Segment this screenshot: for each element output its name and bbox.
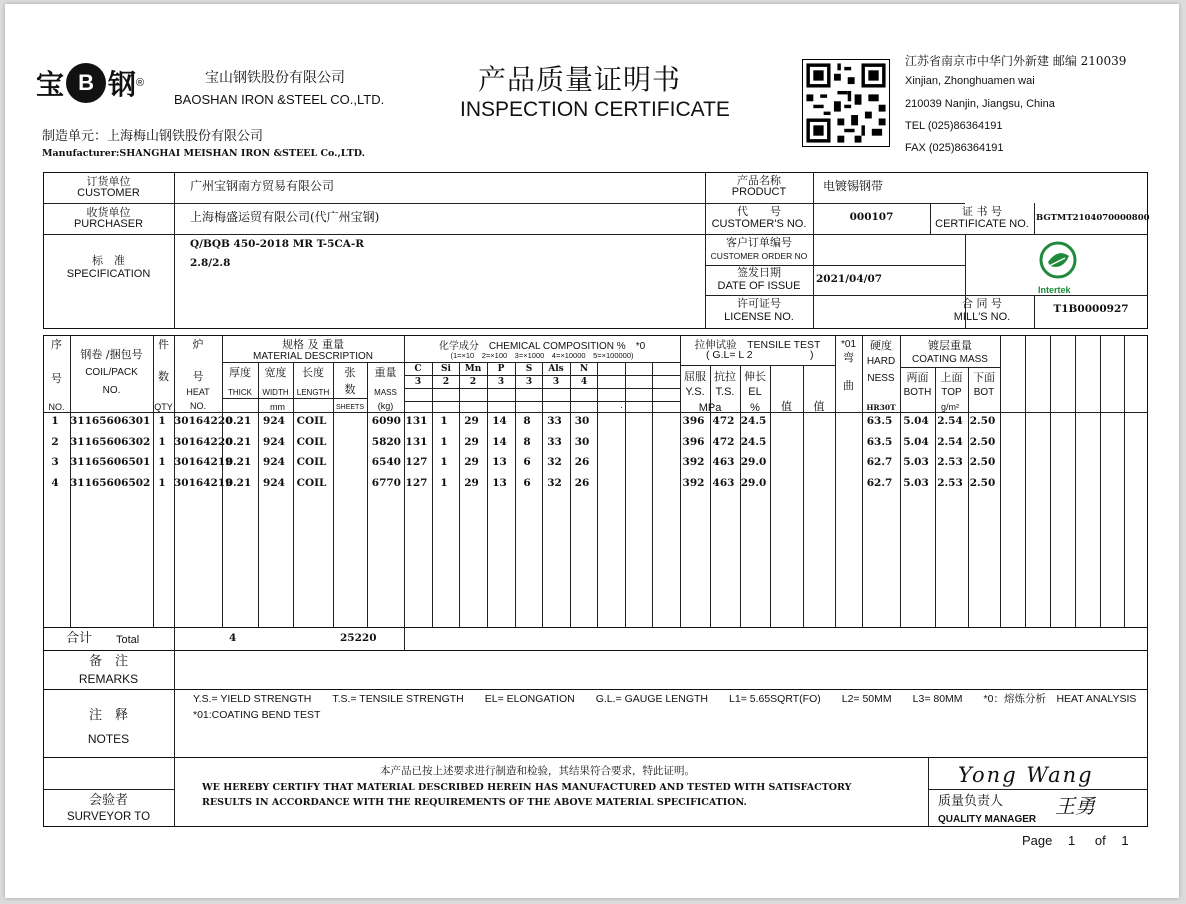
- col-hard-en-2: NESS: [867, 373, 895, 384]
- customer-no-label-en: CUSTOMER'S NO.: [711, 218, 807, 230]
- cell-mass: 5820: [371, 435, 401, 448]
- col-chem-star: *0: [635, 341, 646, 352]
- col-gm2-unit: g/m²: [941, 402, 959, 412]
- col-material-en: MATERIAL DESCRIPTION: [252, 351, 373, 362]
- cell-p: 14: [492, 415, 507, 427]
- element-als: Als: [548, 364, 564, 374]
- cell-n: 26: [574, 476, 590, 489]
- col-length-cn: 长度: [302, 366, 324, 379]
- element-scale-s: 3: [525, 377, 533, 387]
- cell-als: 33: [547, 415, 562, 427]
- cell-heat: 30164220: [174, 435, 233, 448]
- element-scale-c: 3: [414, 377, 422, 387]
- license-label-en: LICENSE NO.: [724, 311, 794, 323]
- cell-ys: 396: [682, 415, 705, 427]
- cell-p: 14: [492, 435, 507, 448]
- order-label-cn: 客户订单编号: [726, 236, 792, 249]
- col-bot-cn: 下面: [973, 371, 995, 384]
- cell-mn: 29: [464, 435, 479, 448]
- col-mass-unit: (kg): [377, 401, 394, 411]
- cell-ts: 463: [712, 456, 735, 468]
- intertek-label: Intertek: [1038, 285, 1071, 295]
- col-qty-cn-2: 数: [158, 370, 169, 383]
- col-hard-en-1: HARD: [866, 356, 896, 367]
- col-bend-1: *01: [840, 339, 856, 350]
- element-scale-n: 4: [580, 377, 588, 387]
- cell-mass: 6090: [371, 415, 401, 427]
- col-mass-en: MASS: [374, 388, 397, 397]
- address-line-2: Xinjian, Zhonghuamen wai: [905, 75, 1035, 87]
- cell-als: 32: [547, 456, 562, 468]
- cell-hard: 63.5: [866, 415, 893, 427]
- certify-cn: 本产品已按上述要求进行制造和检验，其结果符合要求，特此证明。: [380, 765, 695, 777]
- cell-heat: 30164219: [174, 456, 233, 468]
- customer-label-en: CUSTOMER: [77, 187, 140, 199]
- cell-top: 2.54: [937, 435, 963, 448]
- element-s: S: [525, 364, 533, 374]
- col-coat-cn: 镀层重量: [928, 339, 972, 352]
- page-label: Page: [1022, 833, 1053, 848]
- cell-both: 5.04: [903, 415, 929, 427]
- spec-label-cn: 标 准: [92, 254, 125, 267]
- col-chem-cn: 化学成分: [438, 341, 479, 352]
- page-number: 1: [1068, 833, 1076, 848]
- spec-value-2: 2.8/2.8: [190, 257, 231, 269]
- col-ys-cn: 屈服: [684, 370, 706, 383]
- logo-char-right: 钢: [108, 68, 137, 101]
- page-total: 1: [1121, 833, 1129, 848]
- mill-no-label-en: MILL'S NO.: [953, 311, 1011, 323]
- total-label-cn: 合计: [66, 631, 93, 646]
- element-scale-si: 2: [442, 377, 450, 387]
- cell-s: 8: [523, 415, 531, 427]
- cell-c: 127: [405, 476, 428, 489]
- cell-both: 5.03: [903, 476, 929, 489]
- col-heat-cn-1: 炉: [192, 338, 204, 351]
- cell-p: 13: [492, 456, 507, 468]
- col-sheets-cn-2: 数: [344, 383, 356, 396]
- cert-no-value: BGTMT2104070000800: [1036, 213, 1150, 223]
- col-seq-cn-2: 号: [51, 372, 62, 385]
- col-mass-cn: 重量: [374, 366, 397, 379]
- cell-hard: 63.5: [866, 435, 893, 448]
- purchaser-label-en: PURCHASER: [73, 218, 144, 230]
- cell-width: 924: [263, 476, 285, 489]
- license-label-cn: 许可证号: [737, 297, 781, 310]
- cell-el: 24.5: [740, 415, 767, 427]
- cell-no: 4: [51, 476, 59, 489]
- col-el-en: EL: [748, 386, 762, 398]
- quality-manager-signature: 王勇: [1055, 794, 1095, 818]
- col-sheets-en: SHEETS: [335, 404, 364, 411]
- cell-ts: 463: [712, 476, 735, 489]
- title-cn: 产品质量证明书: [478, 63, 682, 96]
- cell-bot: 2.50: [969, 435, 996, 448]
- element-scale-mn: 2: [469, 377, 477, 387]
- date-label-en: DATE OF ISSUE: [717, 280, 801, 292]
- element-scale-p: 3: [497, 377, 505, 387]
- cell-als: 33: [547, 435, 562, 448]
- product-label-en: PRODUCT: [731, 186, 787, 198]
- cell-s: 6: [523, 476, 531, 489]
- col-tensile-cn: 拉伸试验: [694, 339, 737, 351]
- company-name-en: BAOSHAN IRON &STEEL CO.,LTD.: [174, 92, 385, 107]
- cell-coil: 31165606302: [70, 435, 151, 448]
- col-chem-scale: (1=×10 2=×100 3=×1000 4=×10000 5=×100000): [450, 351, 634, 360]
- total-qty: 4: [229, 632, 237, 644]
- cell-mn: 29: [464, 415, 479, 427]
- col-chem-dot: ·: [620, 402, 623, 412]
- col-value-1: 值: [781, 400, 792, 413]
- col-top-en: TOP: [941, 387, 962, 398]
- customer-value: 广州宝钢南方贸易有限公司: [190, 179, 335, 193]
- col-chem-en: CHEMICAL COMPOSITION %: [488, 341, 626, 352]
- cell-qty: 1: [158, 435, 166, 448]
- remarks-label-cn: 备 注: [88, 654, 128, 669]
- cell-no: 2: [51, 435, 59, 448]
- cell-thick: 0.21: [225, 415, 252, 427]
- total-row: [43, 627, 1148, 651]
- customer-label-cn: 订货单位: [86, 175, 131, 188]
- col-gauge-length: ( G.L= L 2: [706, 349, 753, 361]
- cell-s: 8: [523, 435, 531, 448]
- title-en: INSPECTION CERTIFICATE: [460, 98, 730, 121]
- cell-bot: 2.50: [969, 476, 996, 489]
- element-n: N: [579, 364, 589, 374]
- col-gauge-length-close: ): [810, 349, 814, 361]
- col-seq-cn-1: 序: [51, 338, 62, 351]
- cell-coil: 31165606301: [70, 415, 151, 427]
- cell-ts: 472: [712, 435, 735, 448]
- logo-char-left: 宝: [36, 68, 65, 101]
- col-heat-en-2: NO.: [189, 401, 206, 411]
- col-pct-unit: %: [750, 402, 760, 414]
- col-el-cn: 伸长: [744, 370, 766, 383]
- cell-si: 1: [440, 415, 448, 427]
- cell-heat: 30164219: [174, 476, 233, 489]
- col-top-cn: 上面: [940, 371, 963, 384]
- cell-mass: 6540: [371, 456, 401, 468]
- col-qty-cn-1: 件: [158, 338, 169, 351]
- date-value: 2021/04/07: [816, 273, 883, 285]
- cell-coil: 31165606502: [70, 476, 151, 489]
- yong-wang-signature: Yong Wang: [958, 763, 1094, 787]
- col-length-en: LENGTH: [296, 388, 330, 397]
- logo-mark-icon: B: [66, 63, 106, 103]
- cell-c: 127: [405, 456, 428, 468]
- cell-p: 13: [492, 476, 507, 489]
- cell-c: 131: [405, 435, 428, 448]
- cell-bot: 2.50: [969, 415, 996, 427]
- col-material-cn: 规格 及 重量: [282, 338, 344, 351]
- cell-el: 24.5: [740, 435, 767, 448]
- cell-bot: 2.50: [969, 456, 996, 468]
- cell-thick: 0.21: [225, 435, 252, 448]
- spec-value-1: Q/BQB 450-2018 MR T-5CA-R: [190, 238, 365, 250]
- col-ts-cn: 抗拉: [714, 370, 736, 383]
- cell-qty: 1: [158, 415, 166, 427]
- cell-n: 30: [574, 415, 590, 427]
- col-sheets-cn-1: 张: [344, 366, 356, 379]
- cell-mn: 29: [464, 476, 479, 489]
- cell-hard: 62.7: [866, 456, 893, 468]
- cell-width: 924: [263, 435, 285, 448]
- cell-n: 30: [574, 435, 590, 448]
- notes-label-en: NOTES: [87, 732, 130, 746]
- col-coil-en-2: NO.: [102, 385, 121, 396]
- col-thick-en: THICK: [228, 388, 252, 397]
- cell-length: COIL: [296, 415, 327, 427]
- manufacturer-en: Manufacturer:SHANGHAI MEISHAN IRON &STEEL Co.,LTD.: [42, 148, 365, 159]
- address-line-3: 210039 Nanjin, Jiangsu, China: [905, 98, 1055, 110]
- page-of-label: of: [1094, 833, 1106, 848]
- cell-s: 6: [523, 456, 531, 468]
- cell-ys: 392: [682, 476, 705, 489]
- col-coil-cn: 钢卷 /捆包号: [80, 348, 143, 361]
- manufacturer-cn: 制造单元：上海梅山钢铁股份有限公司: [42, 129, 264, 144]
- page-indicator: [1022, 833, 1129, 848]
- baosteel-logo: [36, 60, 144, 106]
- element-p: P: [497, 364, 505, 374]
- remarks-row: [43, 650, 1148, 690]
- cert-no-label-en: CERTIFICATE NO.: [935, 218, 1029, 230]
- cell-no: 1: [51, 415, 59, 427]
- mill-no-value: T1B0000927: [1053, 303, 1129, 315]
- product-value: 电镀锡钢带: [823, 179, 884, 193]
- cell-si: 1: [440, 476, 448, 489]
- col-bend-2: 弯: [843, 351, 854, 364]
- cell-si: 1: [440, 456, 448, 468]
- cell-top: 2.53: [937, 476, 963, 489]
- cell-no: 3: [51, 456, 59, 468]
- col-thick-cn: 厚度: [229, 366, 251, 379]
- purchaser-label-cn: 收货单位: [86, 206, 131, 219]
- cell-als: 32: [547, 476, 562, 489]
- spec-label-en: SPECIFICATION: [66, 268, 151, 280]
- cell-length: COIL: [296, 456, 327, 468]
- col-qty-en: QTY: [154, 402, 173, 412]
- col-coil-en-1: COIL/PACK: [85, 367, 138, 378]
- registered-mark: ®: [136, 77, 145, 89]
- col-heat-cn-2: 号: [192, 370, 204, 383]
- cell-top: 2.54: [937, 415, 963, 427]
- notes-label-cn: 注 释: [88, 708, 128, 723]
- col-coat-en: COATING MASS: [912, 354, 988, 365]
- cell-thick: 0.21: [225, 456, 252, 468]
- col-mm-unit: mm: [270, 402, 285, 412]
- cell-width: 924: [263, 415, 285, 427]
- cell-ys: 396: [682, 435, 705, 448]
- col-hard-unit: HR30T: [866, 403, 896, 412]
- company-name-cn: 宝山钢铁股份有限公司: [205, 70, 345, 86]
- notes-line-1: Y.S.= YIELD STRENGTH T.S.= TENSILE STRENGTH EL= ELONGATION G.L.= GAUGE LENGTH L1= 5.65SQRT(FO) L2= 50MM L3= 80MM *0：熔炼分析 HEAT ANALYSIS: [193, 693, 1137, 705]
- col-mpa-unit: MPa: [698, 402, 722, 414]
- notes-line-2: *01:COATING BEND TEST: [193, 709, 321, 721]
- cell-n: 26: [574, 456, 590, 468]
- mill-no-label-cn: 合 同 号: [962, 297, 1002, 310]
- col-value-2: 值: [813, 400, 825, 413]
- col-hard-cn: 硬度: [870, 339, 892, 352]
- address-line-1: 江苏省南京市中华门外新建 邮编 210039: [905, 54, 1127, 68]
- cell-mass: 6770: [371, 476, 401, 489]
- col-width-en: WIDTH: [262, 388, 289, 397]
- col-width-cn: 宽度: [264, 366, 287, 379]
- col-bend-3: 曲: [843, 379, 854, 392]
- col-heat-en-1: HEAT: [186, 387, 210, 397]
- cell-ts: 472: [712, 415, 735, 427]
- col-tensile-en: TENSILE TEST: [747, 339, 821, 351]
- tel-line: TEL (025)86364191: [905, 120, 1003, 132]
- customer-no-label-cn: 代 号: [737, 205, 781, 218]
- total-mass: 25220: [340, 632, 377, 644]
- cell-top: 2.53: [937, 456, 963, 468]
- col-seq-en: NO.: [48, 402, 65, 412]
- col-both-en: BOTH: [903, 387, 932, 398]
- surveyor-label-en: SURVEYOR TO: [66, 811, 151, 823]
- element-c: C: [414, 364, 422, 374]
- cell-hard: 62.7: [866, 476, 893, 489]
- surveyor-label-cn: 会验者: [88, 793, 128, 808]
- element-scale-als: 3: [552, 377, 560, 387]
- cell-heat: 30164220: [174, 415, 233, 427]
- cell-coil: 31165606501: [70, 456, 151, 468]
- order-label-en: CUSTOMER ORDER NO: [710, 251, 808, 261]
- cell-c: 131: [405, 415, 428, 427]
- purchaser-value: 上海梅盛运贸有限公司(代广州宝钢): [190, 210, 380, 224]
- cell-length: COIL: [296, 435, 327, 448]
- certify-en-1: WE HEREBY CERTIFY THAT MATERIAL DESCRIBED HEREIN HAS MANUFACTURED AND TESTED WITH SATISFACTORY: [202, 782, 852, 793]
- cell-mn: 29: [464, 456, 479, 468]
- cell-length: COIL: [296, 476, 327, 489]
- col-ys-en: Y.S.: [685, 386, 705, 398]
- cell-si: 1: [440, 435, 448, 448]
- col-both-cn: 两面: [906, 371, 929, 384]
- element-mn: Mn: [464, 364, 482, 374]
- cert-no-label-cn: 证 书 号: [962, 205, 1002, 218]
- cell-both: 5.04: [903, 435, 929, 448]
- cell-el: 29.0: [740, 476, 767, 489]
- cell-ys: 392: [682, 456, 705, 468]
- total-label-en: Total: [116, 634, 140, 646]
- cell-thick: 0.21: [225, 476, 252, 489]
- customer-no-value: 000107: [849, 211, 894, 223]
- cell-el: 29.0: [740, 456, 767, 468]
- cell-qty: 1: [158, 476, 166, 489]
- element-si: Si: [441, 364, 451, 374]
- cell-both: 5.03: [903, 456, 929, 468]
- date-label-cn: 签发日期: [737, 266, 781, 279]
- certify-en-2: RESULTS IN ACCORDANCE WITH THE REQUIREMENTS OF THE ABOVE MATERIAL SPECIFICATION.: [202, 797, 747, 808]
- quality-manager-cn: 质量负责人: [938, 794, 1004, 809]
- qr-code-icon: [802, 59, 890, 147]
- col-ts-en: T.S.: [715, 386, 735, 398]
- cell-width: 924: [263, 456, 285, 468]
- cell-qty: 1: [158, 456, 166, 468]
- remarks-label-en: REMARKS: [78, 672, 139, 686]
- quality-manager-en: QUALITY MANAGER: [938, 814, 1037, 825]
- col-bot-en: BOT: [973, 387, 995, 398]
- product-label-cn: 产品名称: [737, 174, 781, 187]
- fax-line: FAX (025)86364191: [905, 142, 1004, 154]
